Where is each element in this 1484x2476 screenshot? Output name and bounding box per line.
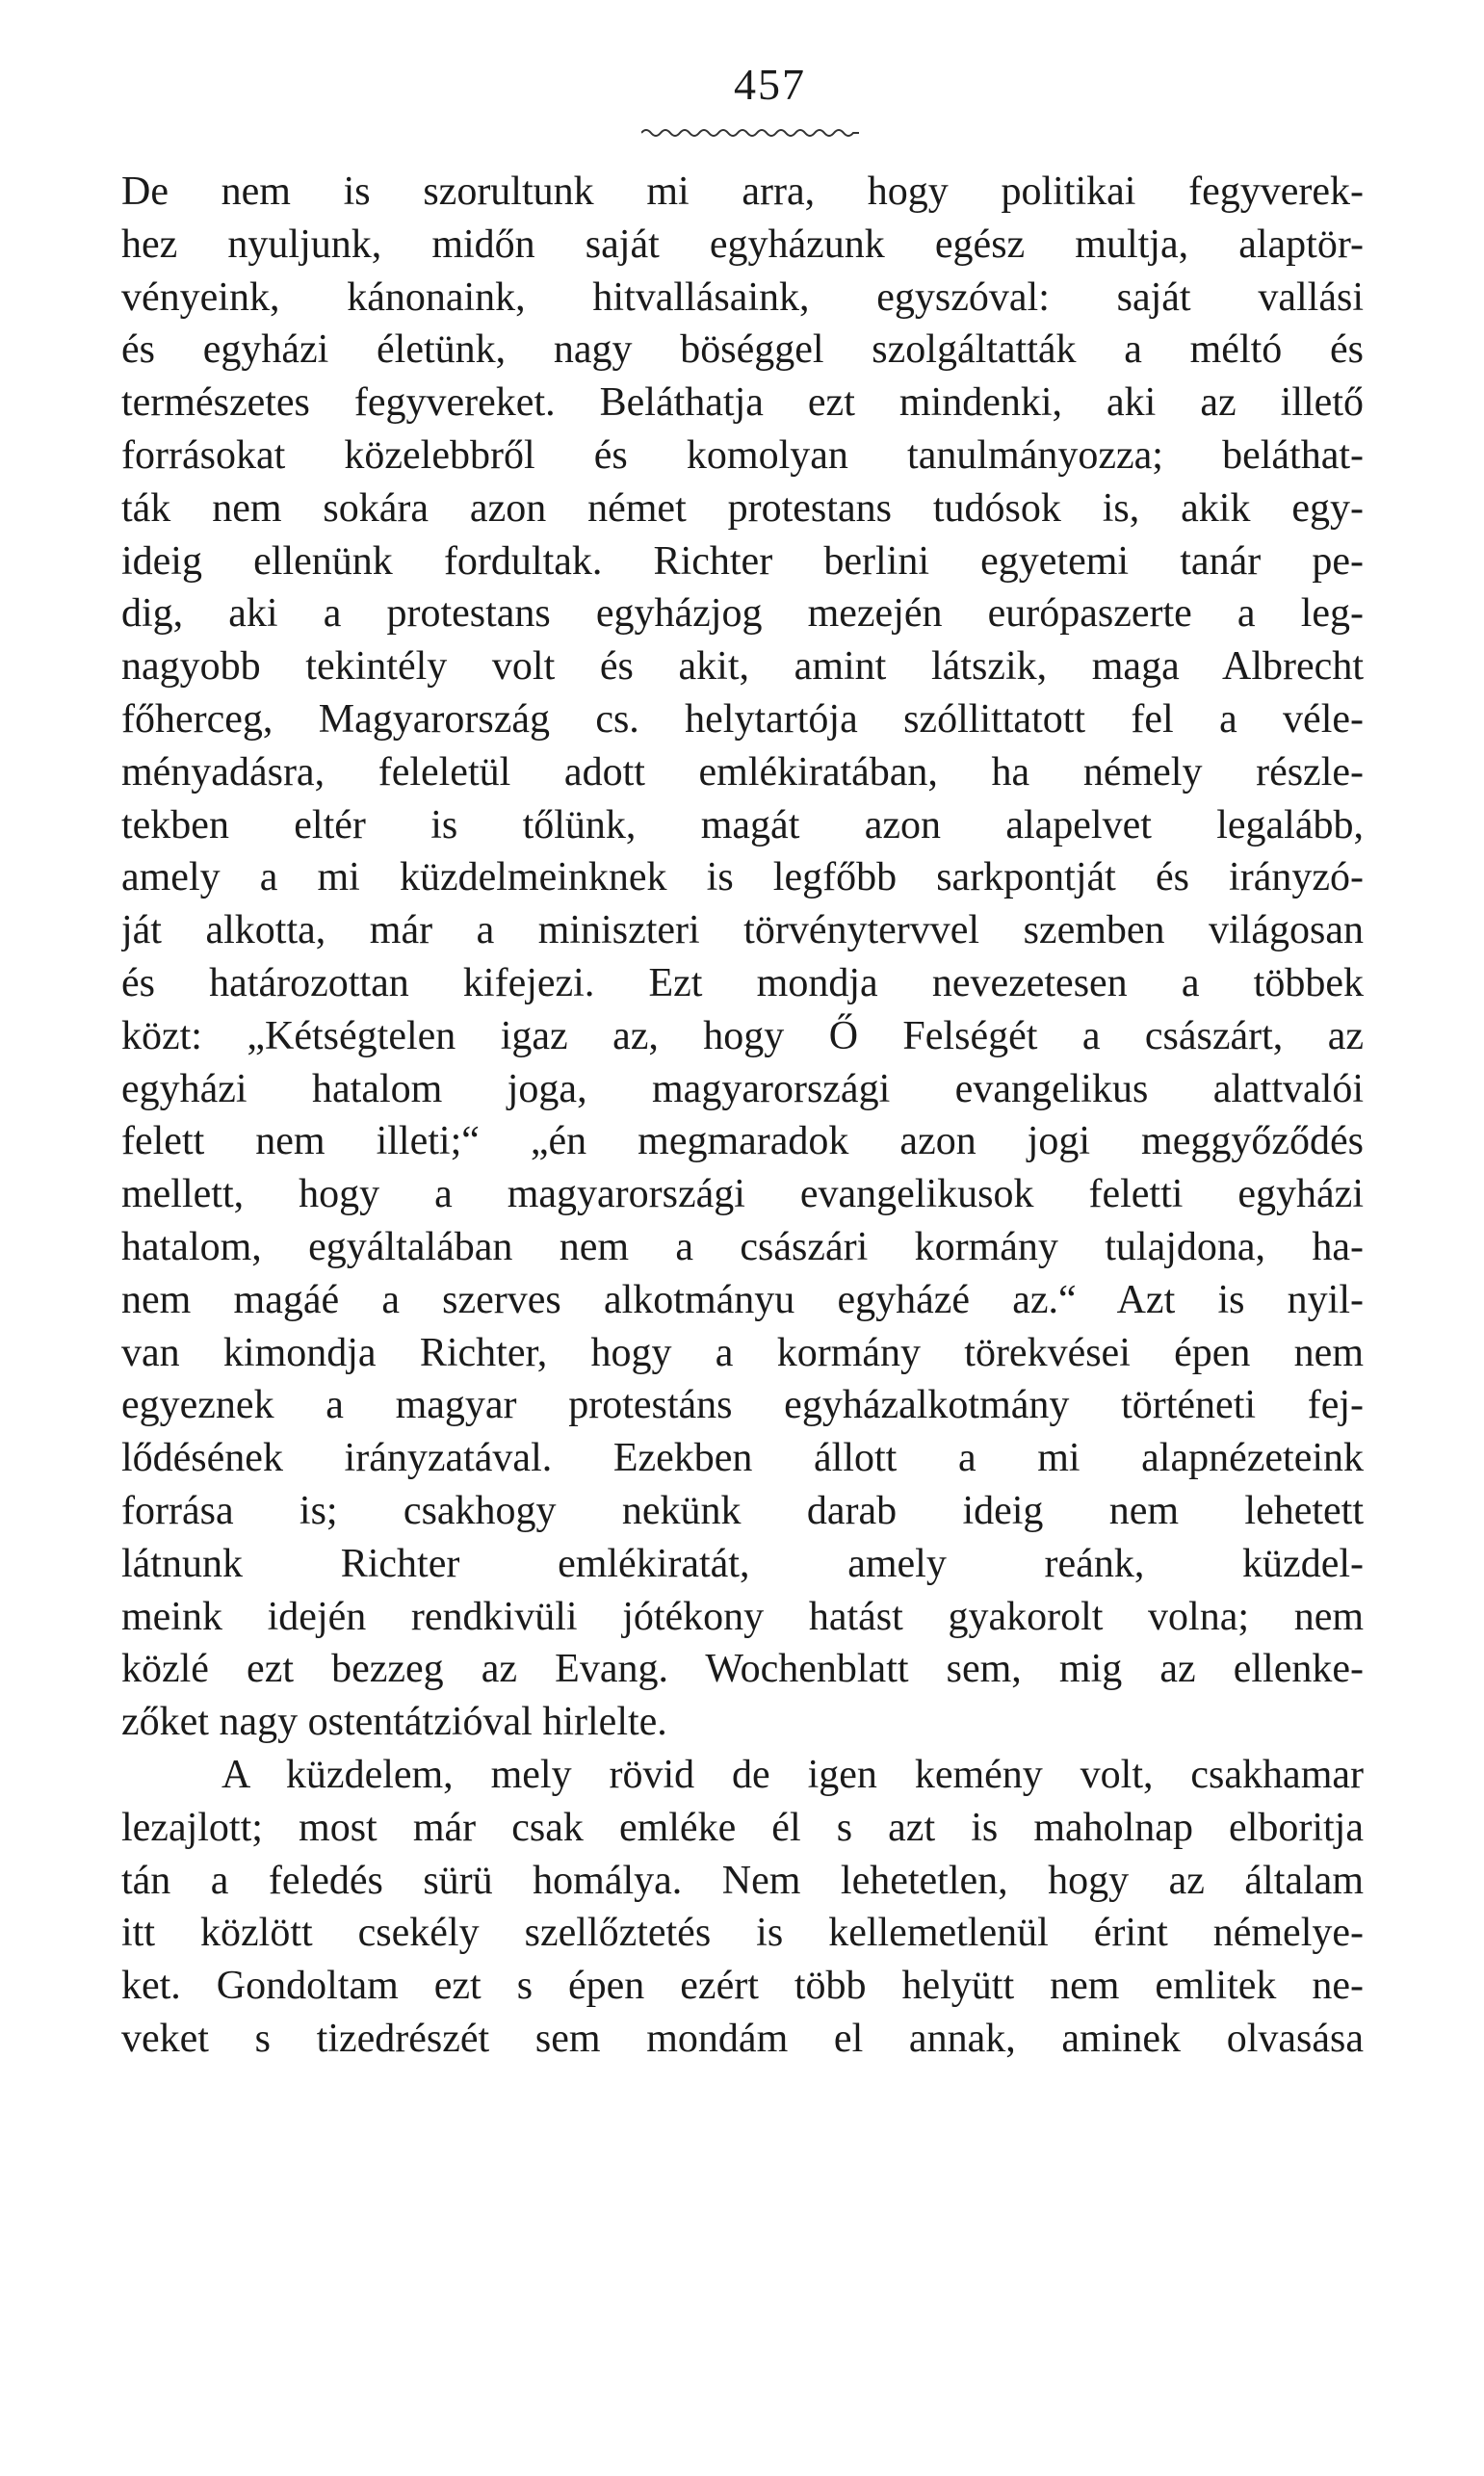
text-line: ket. Gondoltam ezt s épen ezért több helyütt nem emlitek ne- [121, 1964, 1364, 2009]
header-ornament-icon [641, 125, 859, 141]
text-line: forrása is; csakhogy nekünk darab ideig nem lehetett [121, 1488, 1364, 1533]
text-line: zőket nagy ostentátzióval hirlelte. [121, 1700, 667, 1745]
body-text [121, 166, 1364, 2066]
page-header [0, 58, 1484, 112]
text-line: van kimondja Richter, hogy a kormány törekvései épen nem [121, 1330, 1364, 1375]
text-line: és egyházi életünk, nagy böséggel szolgáltatták a méltó és [121, 327, 1364, 373]
text-line: felett nem illeti;“ „én megmaradok azon jogi meggyőződés [121, 1119, 1364, 1164]
text-line: látnunk Richter emlékiratát, amely reánk, küzdel- [121, 1541, 1364, 1586]
text-line: nagyobb tekintély volt és akit, amint látszik, maga Albrecht [121, 644, 1364, 690]
text-line: De nem is szorultunk mi arra, hogy politikai fegyverek- [121, 169, 1364, 214]
text-line: ták nem sokára azon német protestans tudósok is, akik egy- [121, 485, 1364, 531]
text-line: ját alkotta, már a miniszteri törvénytervvel szemben világosan [121, 908, 1364, 953]
page-number: 457 [734, 60, 806, 109]
text-line: és határozottan kifejezi. Ezt mondja nevezetesen a többek [121, 960, 1364, 1005]
text-line: vényeink, kánonaink, hitvallásaink, egyszóval: saját vallási [121, 274, 1364, 320]
text-line: ideig ellenünk fordultak. Richter berlini egyetemi tanár pe- [121, 538, 1364, 584]
text-line: természetes fegyvereket. Beláthatja ezt mindenki, aki az illető [121, 380, 1364, 426]
text-line: egyházi hatalom joga, magyarországi evangelikus alattvalói [121, 1066, 1364, 1111]
text-line: tekben eltér is tőlünk, magát azon alapelvet legalább, [121, 802, 1364, 847]
text-line: hatalom, egyáltalában nem a császári kormány tulajdona, ha- [121, 1224, 1364, 1269]
text-line: közlé ezt bezzeg az Evang. Wochenblatt sem, mig az ellenke- [121, 1647, 1364, 1692]
text-line: ményadásra, feleletül adott emlékiratában, ha némely részle- [121, 749, 1364, 795]
text-line: A küzdelem, mely rövid de igen kemény volt, csakhamar [221, 1752, 1364, 1797]
text-line: mellett, hogy a magyarországi evangelikusok feletti egyházi [121, 1172, 1364, 1217]
text-line: egyeznek a magyar protestáns egyházalkotmány történeti fej- [121, 1383, 1364, 1428]
text-line: amely a mi küzdelmeinknek is legfőbb sarkpontját és irányzó- [121, 855, 1364, 900]
text-line: hez nyuljunk, midőn saját egyházunk egész multja, alaptör- [121, 222, 1364, 267]
text-line: közt: „Kétségtelen igaz az, hogy Ő Felségét a császárt, az [121, 1013, 1364, 1058]
text-line: meink idején rendkivüli jótékony hatást gyakorolt volna; nem [121, 1594, 1364, 1639]
text-line: lődésének irányzatával. Ezekben állott a mi alapnézeteink [121, 1436, 1364, 1481]
text-line: lezajlott; most már csak emléke él s azt is maholnap elboritja [121, 1805, 1364, 1850]
text-line: dig, aki a protestans egyházjog mezején európaszerte a leg- [121, 591, 1364, 637]
text-line: tán a feledés sürü homálya. Nem lehetetlen, hogy az általam [121, 1858, 1364, 1903]
text-line: forrásokat közelebbről és komolyan tanulmányozza; beláthat- [121, 432, 1364, 478]
text-line: itt közlött csekély szellőztetés is kellemetlenül érint némelye- [121, 1911, 1364, 1956]
text-line: veket s tizedrészét sem mondám el annak, aminek olvasása [121, 2016, 1364, 2061]
text-line: nem magáé a szerves alkotmányu egyházé az.“ Azt is nyil- [121, 1277, 1364, 1322]
text-line: főherceg, Magyarország cs. helytartója szóllittatott fel a véle- [121, 696, 1364, 742]
